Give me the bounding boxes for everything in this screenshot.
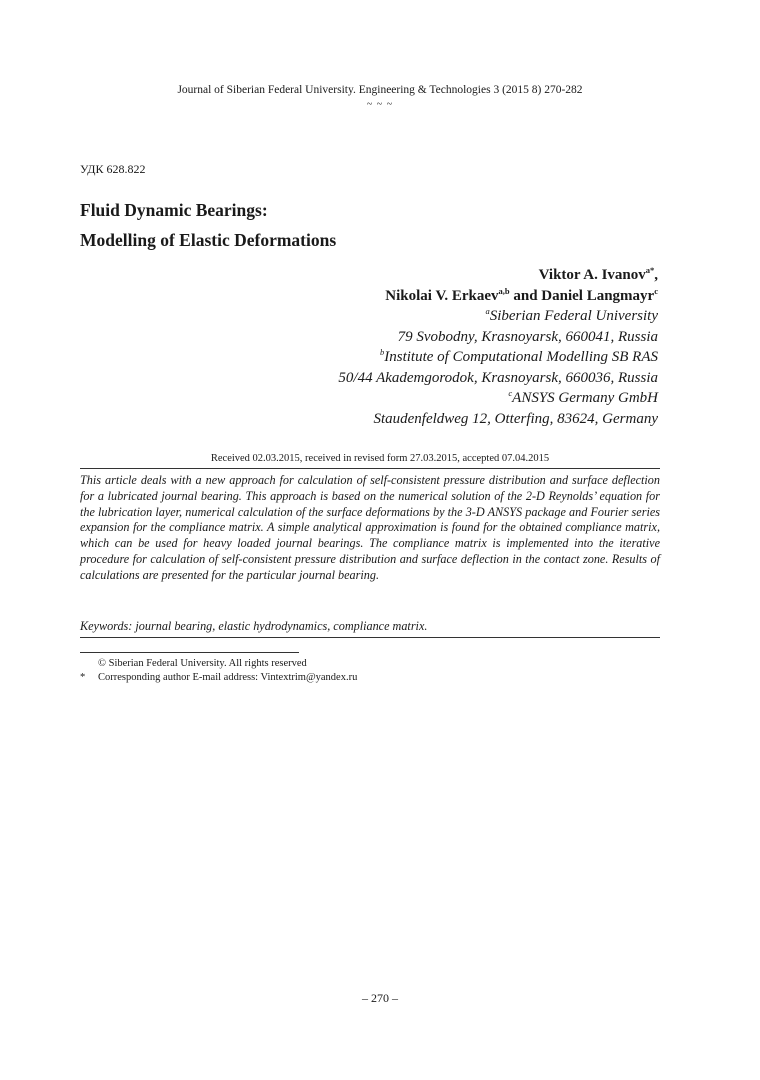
page-number: – 270 – bbox=[362, 991, 398, 1005]
footnote-mark: * bbox=[80, 672, 86, 683]
footnote-rule bbox=[80, 652, 299, 653]
keywords: Keywords: journal bearing, elastic hydrodynamics, compliance matrix. bbox=[80, 619, 428, 633]
author-line-1 bbox=[338, 265, 658, 286]
header-ornament: ~ ~ ~ bbox=[366, 99, 394, 110]
footnote-text: Corresponding author E-mail address: Vintextrim@yandex.ru bbox=[98, 672, 358, 683]
udk-code: УДК 628.822 bbox=[80, 162, 146, 176]
journal-header: Journal of Siberian Federal University. Engineering & Technologies 3 (2015 8) 270-282 bbox=[177, 84, 583, 96]
author-connector: and bbox=[509, 287, 542, 304]
affiliation-text: ANSYS Germany GmbH bbox=[512, 390, 658, 406]
paper-title bbox=[80, 195, 336, 255]
author-affiliation-mark: a* bbox=[645, 265, 655, 275]
author-separator: , bbox=[654, 267, 658, 283]
affiliation-a-address: 79 Svobodny, Krasnoyarsk, 660041, Russia bbox=[397, 328, 658, 345]
received-dates: Received 02.03.2015, received in revised form 27.03.2015, accepted 07.04.2015 bbox=[210, 453, 550, 464]
affiliation-b-name bbox=[338, 347, 658, 368]
paper-title-line-2: Modelling of Elastic Deformations bbox=[80, 230, 337, 250]
author-name: Nikolai V. Erkaev bbox=[385, 287, 499, 304]
paper-title-line-1: Fluid Dynamic Bearings: bbox=[80, 200, 268, 220]
footnote-text: © Siberian Federal University. All rights reserved bbox=[98, 658, 307, 669]
affiliation-text: Siberian Federal University bbox=[489, 308, 658, 324]
affiliation-c-address: Staudenfeldweg 12, Otterfing, 83624, Germany bbox=[373, 410, 658, 427]
author-line-2 bbox=[338, 286, 658, 307]
affiliation-mark: b bbox=[380, 347, 385, 357]
affiliation-c-name bbox=[338, 388, 658, 409]
affiliation-mark: c bbox=[508, 388, 513, 398]
author-name: Viktor A. Ivanov bbox=[538, 267, 646, 283]
author-affiliation-mark: c bbox=[654, 285, 658, 296]
affiliation-text: Institute of Computational Modelling SB RAS bbox=[384, 349, 658, 365]
abstract-top-rule bbox=[80, 468, 660, 469]
affiliation-a-name bbox=[338, 306, 658, 327]
abstract-bottom-rule bbox=[80, 637, 660, 638]
affiliation-b-address: 50/44 Akademgorodok, Krasnoyarsk, 660036, Russia bbox=[338, 369, 658, 386]
author-affiliation-mark: a,b bbox=[498, 285, 510, 296]
affiliation-mark: a bbox=[485, 306, 490, 316]
author-block bbox=[338, 265, 658, 429]
author-name: Daniel Langmayr bbox=[541, 287, 655, 304]
footnote-corresponding-author bbox=[80, 671, 357, 684]
footnote-copyright bbox=[80, 657, 307, 670]
abstract: This article deals with a new approach for calculation of self-consistent pressure distribution and surface deflection for a lubricated journal bearing. This approach is based on the numerical solution of the 2-D Reynolds’ equation for the lubrication layer, numerical calculation of the surface deformations by the 3-D ANSYS package and Fourier series expansion for the compliance matrix. A simple analytical approximation is found for the obtained compliance matrix, which can be used for heavy loaded journal bearings. The compliance matrix is implemented into the iterative procedure for calculation of self-consistent pressure distribution and surface deflection in the contact zone. Results of calculations are presented for the particular journal bearing. bbox=[80, 473, 660, 582]
